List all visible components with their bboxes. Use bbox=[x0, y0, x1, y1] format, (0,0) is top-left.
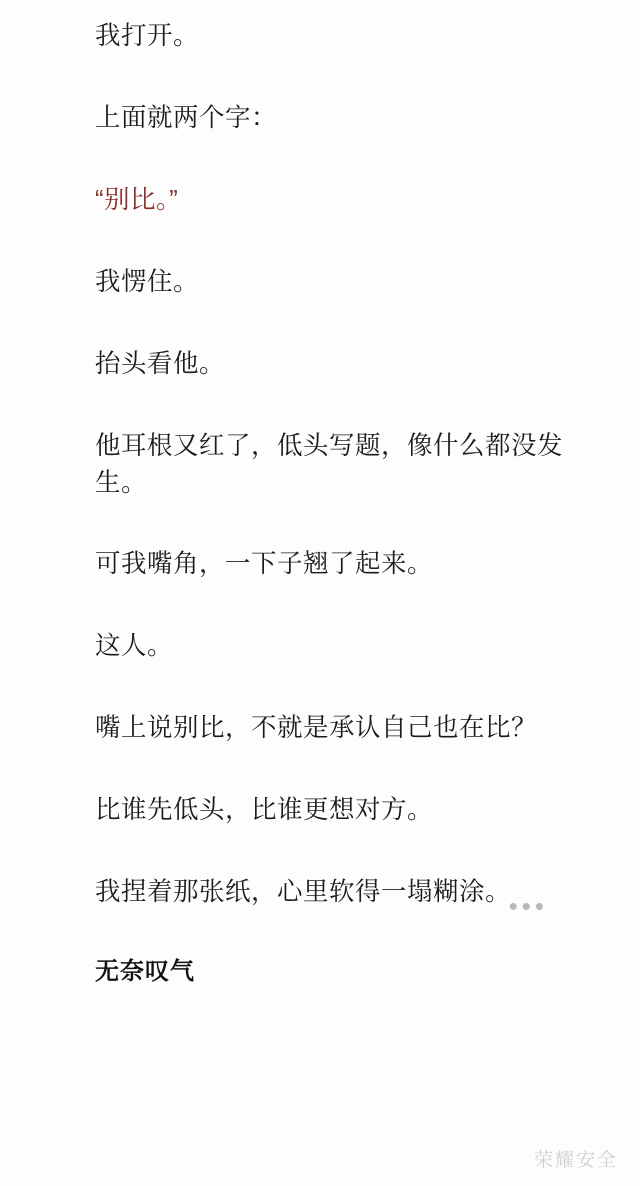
paragraph: 我打开。 bbox=[95, 22, 200, 50]
paragraph: 可我嘴角，一下子翘了起来。 bbox=[95, 549, 434, 578]
paragraph: 嘴上说别比，不就是承认自己也在比？ bbox=[95, 713, 538, 742]
paragraph: 这人。 bbox=[95, 631, 174, 660]
paragraph: 比谁先低头，比谁更想对方。 bbox=[95, 795, 434, 824]
paragraph-quote: “别比。” bbox=[95, 185, 179, 214]
paragraph: 上面就两个字： bbox=[95, 103, 278, 132]
paragraph: 我愣住。 bbox=[95, 267, 200, 296]
ellipsis-icon: ••• bbox=[508, 890, 548, 921]
section-title: 无奈叹气 bbox=[95, 957, 195, 985]
paragraph: 他耳根又红了，低头写题，像什么都没发生。 bbox=[95, 431, 564, 497]
paragraph: 抬头看他。 bbox=[95, 349, 226, 378]
watermark-label: 荣耀安全 bbox=[533, 1150, 618, 1171]
paragraph: 我捏着那张纸，心里软得一塌糊涂。 bbox=[95, 877, 512, 906]
